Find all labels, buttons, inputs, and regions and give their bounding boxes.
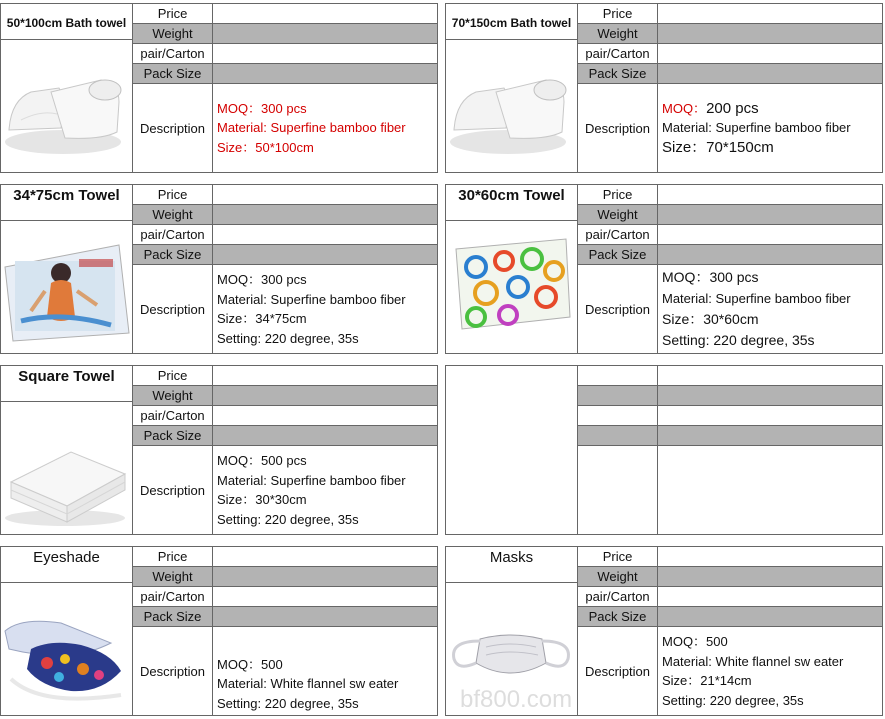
empty-row xyxy=(578,406,882,426)
pair-carton-row xyxy=(578,587,882,607)
size-text: Size：21*14cm xyxy=(662,673,752,688)
price-row xyxy=(578,4,882,24)
pack-size-label: Pack Size xyxy=(578,64,658,83)
weight-label: Weight xyxy=(133,386,213,405)
weight-label: Weight xyxy=(133,567,213,586)
setting-text: Setting: 220 degree, 35s xyxy=(662,332,815,348)
description-body xyxy=(662,627,880,715)
price-row xyxy=(578,547,882,567)
description-label: Description xyxy=(133,446,213,534)
moq-text: MOQ：300 pcs xyxy=(217,100,307,116)
pack-size-row xyxy=(578,245,882,265)
moq-text: MOQ：300 pcs xyxy=(662,269,759,285)
moq-text: MOQ：500 pcs xyxy=(217,453,307,468)
weight-row xyxy=(133,205,437,225)
empty-row xyxy=(578,366,882,386)
moq-value: 200 pcs xyxy=(706,99,759,117)
material-text: Material: Superfine bamboo fiber xyxy=(217,291,406,307)
product-title: 30*60cm Towel xyxy=(446,185,578,221)
description-label: Description xyxy=(578,627,658,715)
material-text: Material: Superfine bamboo fiber xyxy=(217,472,406,488)
pack-size-label: Pack Size xyxy=(133,607,213,626)
material-text: Material: Superfine bamboo fiber xyxy=(662,291,851,306)
weight-label: Weight xyxy=(578,567,658,586)
description-label: Description xyxy=(578,84,658,172)
moq-label: MOQ： xyxy=(662,100,707,116)
product-title: Square Towel xyxy=(1,366,133,402)
description-label: Description xyxy=(133,265,213,353)
weight-row xyxy=(578,24,882,44)
printed-towel-photo xyxy=(1,221,133,353)
description-label: Description xyxy=(133,627,213,715)
description-body xyxy=(217,84,435,172)
product-card-square-towel xyxy=(0,365,438,535)
moq-text: MOQ：500 xyxy=(662,634,728,649)
empty-product-card xyxy=(445,365,883,535)
material-text: Material: White flannel sw eater xyxy=(662,653,844,669)
watermark: bf800.com xyxy=(460,686,573,713)
price-label: Price xyxy=(133,547,213,566)
bath-towel-photo xyxy=(446,40,578,172)
description-label: Description xyxy=(578,265,658,353)
pack-size-row xyxy=(133,607,437,627)
description-body xyxy=(217,265,435,353)
weight-row xyxy=(133,567,437,587)
pair-carton-label: pair/Carton xyxy=(578,44,658,63)
product-card-eyeshade xyxy=(0,546,438,716)
product-title: 70*150cm Bath towel xyxy=(446,4,578,40)
pair-carton-row xyxy=(578,225,882,245)
product-title: Masks xyxy=(446,547,578,583)
material-text: Material: Superfine bamboo fiber xyxy=(662,120,851,136)
price-row xyxy=(578,185,882,205)
pair-carton-row xyxy=(578,44,882,64)
pair-carton-label: pair/Carton xyxy=(133,406,213,425)
price-label: Price xyxy=(578,4,658,23)
pack-size-row xyxy=(578,64,882,84)
pair-carton-row xyxy=(133,225,437,245)
pack-size-row xyxy=(133,426,437,446)
description-body xyxy=(662,84,880,172)
bath-towel-photo xyxy=(1,40,133,172)
empty-label-cell xyxy=(578,386,658,405)
moq-text: MOQ：300 pcs xyxy=(217,272,307,287)
empty-description-row xyxy=(578,446,882,534)
description-body xyxy=(662,265,880,353)
description-row xyxy=(578,84,882,172)
empty-photo-cell xyxy=(446,366,578,534)
pack-size-label: Pack Size xyxy=(578,607,658,626)
pack-size-row xyxy=(133,64,437,84)
empty-row xyxy=(578,426,882,446)
description-row xyxy=(133,265,437,353)
pair-carton-label: pair/Carton xyxy=(578,587,658,606)
product-card-towel-34x75 xyxy=(0,184,438,354)
pair-carton-row xyxy=(133,44,437,64)
square-towel-photo xyxy=(1,402,133,534)
description-row xyxy=(133,446,437,534)
product-card-bath-50x100 xyxy=(0,3,438,173)
setting-text: Setting: 220 degree, 35s xyxy=(662,692,804,708)
size-text: Size：30*60cm xyxy=(662,311,759,327)
setting-text: Setting: 220 degree, 35s xyxy=(217,511,359,527)
circle-print-towel-photo xyxy=(446,221,578,353)
weight-label: Weight xyxy=(578,205,658,224)
price-label: Price xyxy=(133,4,213,23)
product-card-towel-30x60 xyxy=(445,184,883,354)
price-label: Price xyxy=(133,366,213,385)
pair-carton-label: pair/Carton xyxy=(133,225,213,244)
description-label: Description xyxy=(133,84,213,172)
size-text: Size：70*150cm xyxy=(662,138,774,156)
size-text: Size：50*100cm xyxy=(217,139,314,155)
description-row xyxy=(133,627,437,715)
description-row xyxy=(578,265,882,353)
moq-text xyxy=(662,99,880,119)
product-title: 34*75cm Towel xyxy=(1,185,133,221)
price-label: Price xyxy=(578,185,658,204)
price-label: Price xyxy=(133,185,213,204)
product-title: Eyeshade xyxy=(1,547,133,583)
pack-size-row xyxy=(578,607,882,627)
pack-size-label: Pack Size xyxy=(133,64,213,83)
price-row xyxy=(133,4,437,24)
empty-label-cell xyxy=(578,366,658,385)
pack-size-label: Pack Size xyxy=(578,245,658,264)
weight-label: Weight xyxy=(578,24,658,43)
price-row xyxy=(133,185,437,205)
description-row xyxy=(133,84,437,172)
product-card-bath-70x150 xyxy=(445,3,883,173)
size-text: Size：34*75cm xyxy=(217,311,307,326)
description-body xyxy=(217,446,435,534)
size-text: Size：30*30cm xyxy=(217,492,307,507)
weight-row xyxy=(578,205,882,225)
weight-label: Weight xyxy=(133,24,213,43)
setting-text: Setting: 220 degree, 35s xyxy=(217,695,359,711)
pair-carton-label: pair/Carton xyxy=(578,225,658,244)
pair-carton-label: pair/Carton xyxy=(133,587,213,606)
material-text: Material: White flannel sw eater xyxy=(217,676,399,691)
setting-text: Setting: 220 degree, 35s xyxy=(217,330,359,346)
price-row xyxy=(133,547,437,567)
price-row xyxy=(133,366,437,386)
pack-size-row xyxy=(133,245,437,265)
pair-carton-label: pair/Carton xyxy=(133,44,213,63)
weight-row xyxy=(133,386,437,406)
price-label: Price xyxy=(578,547,658,566)
empty-label-cell xyxy=(578,426,658,445)
empty-label-cell xyxy=(578,406,658,425)
weight-row xyxy=(133,24,437,44)
pack-size-label: Pack Size xyxy=(133,245,213,264)
description-row xyxy=(578,627,882,715)
pair-carton-row xyxy=(133,406,437,426)
description-body xyxy=(217,627,435,715)
material-text: Material: Superfine bamboo fiber xyxy=(217,120,406,136)
product-title: 50*100cm Bath towel xyxy=(1,4,133,40)
pack-size-label: Pack Size xyxy=(133,426,213,445)
empty-row xyxy=(578,386,882,406)
pair-carton-row xyxy=(133,587,437,607)
weight-label: Weight xyxy=(133,205,213,224)
empty-label-cell xyxy=(578,446,658,534)
weight-row xyxy=(578,567,882,587)
eyeshade-photo xyxy=(1,583,133,715)
moq-text: MOQ：500 xyxy=(217,656,283,672)
